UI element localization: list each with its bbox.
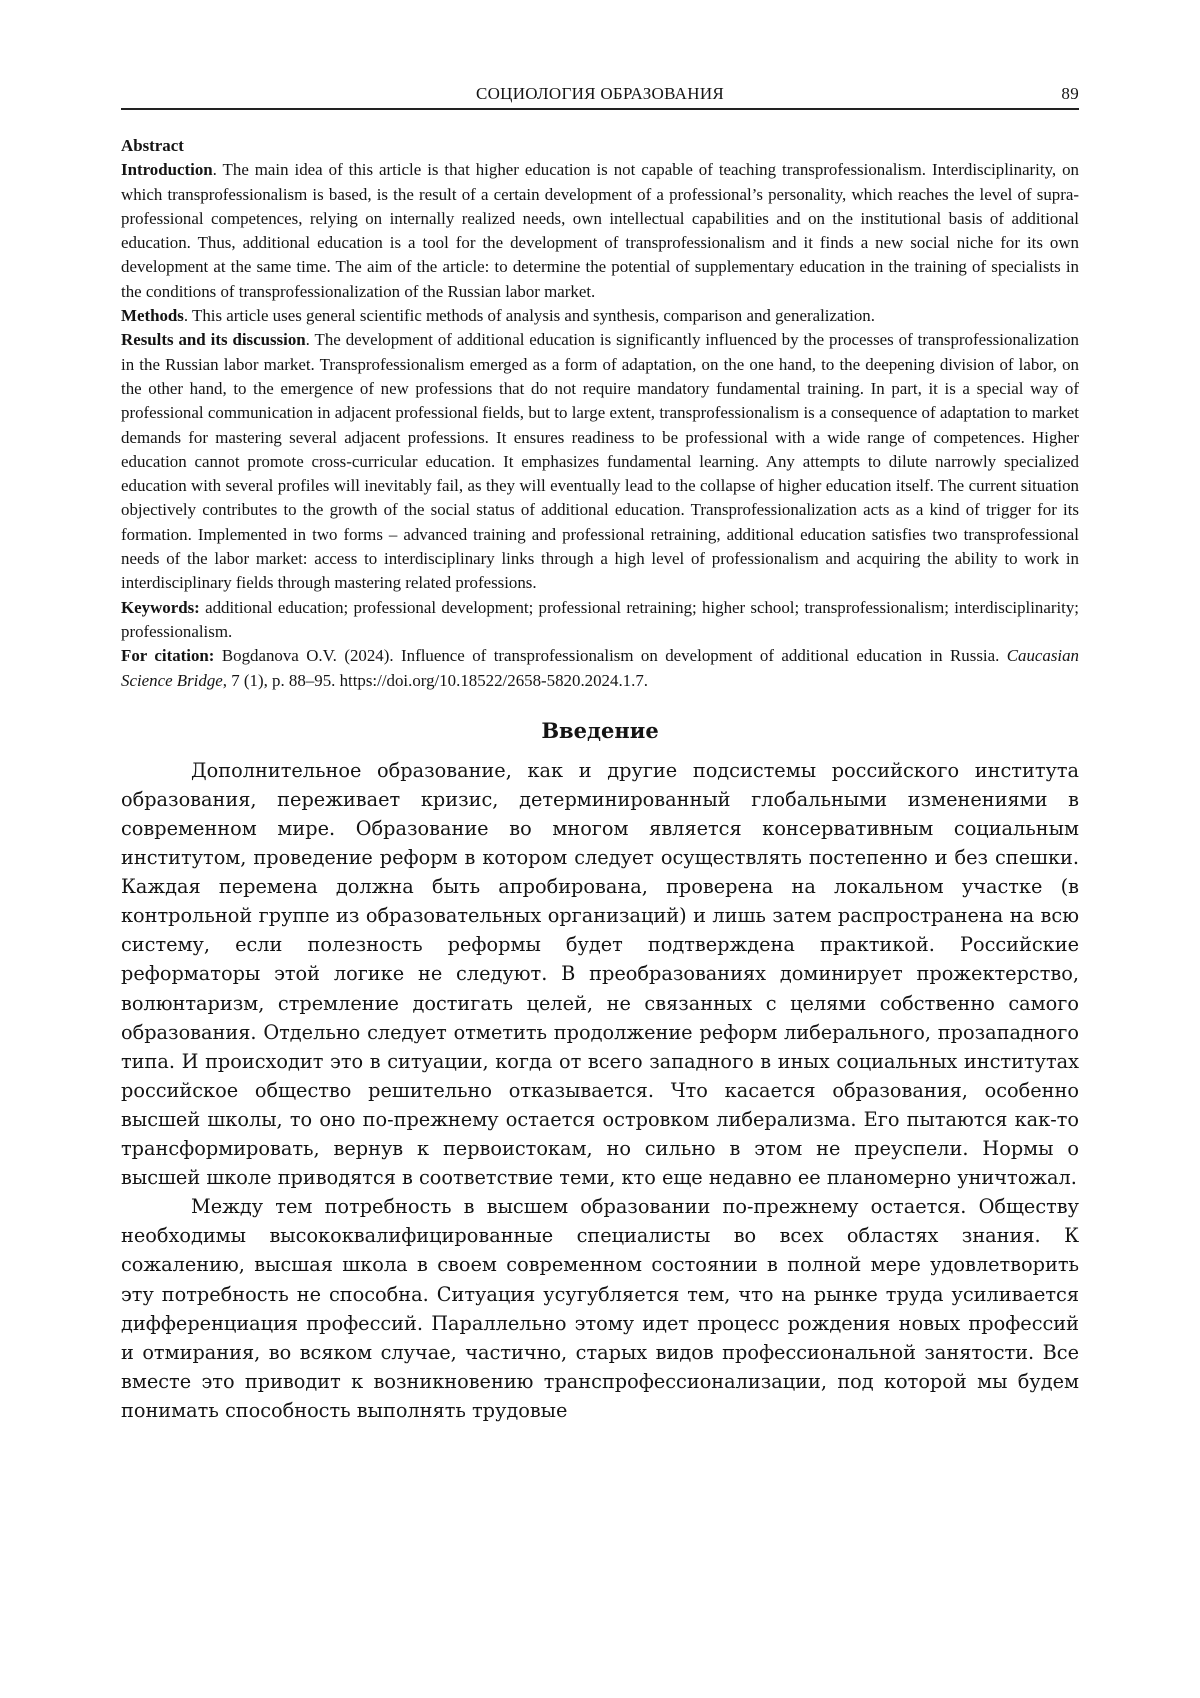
abstract-methods: [121, 304, 1079, 328]
section-heading: Введение: [541, 717, 659, 743]
citation-journal-name: Caucasian Science Bridge: [121, 646, 1079, 690]
abstract-citation: [121, 644, 1079, 693]
results-text: . The development of additional education is significantly influenced by the processes of transprofessionalization in the Russian labor market. Transprofessionalism emerged as a form of adaptation, on the one hand, to the deepening division of labor, on the other hand, to the emergence of new professions that do not require mandatory fundamental training. In part, it is a special way of professional communication in adjacent professional fields, but to large extent, transprofessionalism is a consequence of adaptation to market demands for mastering several adjacent professions. It ensures readiness to be professional with a wide range of competences. Higher education cannot promote cross-curricular education. It emphasizes fundamental learning. Any attempts to dilute narrowly specialized education with several profiles will inevitably fail, as they will eventually lead to the collapse of higher education itself. The current situation objectively contributes to the growth of the social status of additional education. Transprofessionalization acts as a kind of trigger for its formation. Implemented in two forms – advanced training and professional retraining, additional education satisfies two transprofessional needs of the labor market: access to interdisciplinary links through a high level of professionalism and acquiring the ability to work in interdisciplinary fields through mastering related professions.: [121, 330, 1079, 593]
citation-label: For citation:: [121, 646, 215, 666]
methods-label: Methods: [121, 306, 184, 326]
body-text: [121, 756, 1079, 1425]
introduction-text: . The main idea of this article is that higher education is not capable of teaching transprofessionalism. Interdisciplinarity, on which transprofessionalism is based, is the result of a certain development of a professional’s personality, which reaches the level of supra-professional competences, relying on internally realized needs, own intellectual capabilities and on the institutional basis of additional education. Thus, additional education is a tool for the development of transprofessionalism and it finds a new social niche for its own development at the same time. The aim of the article: to determine the potential of supplementary education in the training of specialists in the conditions of transprofessionalization of the Russian labor market.: [121, 160, 1079, 301]
abstract-keywords: [121, 596, 1079, 645]
running-header: [121, 78, 1079, 110]
introduction-label: Introduction: [121, 160, 213, 180]
citation-text: Bogdanova O.V. (2024). Influence of transprofessionalism on development of additional education in Russia.: [214, 646, 1007, 666]
citation-doi: , 7 (1), p. 88–95. https://doi.org/10.18522/2658-5820.2024.1.7.: [222, 670, 649, 690]
methods-text: . This article uses general scientific methods of analysis and synthesis, comparison and generalization.: [183, 306, 875, 326]
abstract-results: [121, 328, 1079, 595]
journal-page: [121, 78, 1079, 1425]
abstract-introduction: [121, 158, 1079, 304]
abstract-block: [121, 134, 1079, 693]
keywords-label: Keywords:: [121, 597, 200, 617]
body-paragraph: Дополнительное образование, как и другие подсистемы российского института образования, переживает кризис, детерминированный глобальными изменениями в современном мире. Образование во многом является консервативным социальным институтом, проведение реформ в котором следует осуществлять постепенно и без спешки. Каждая перемена должна быть апробирована, проверена на локальном участке (в контрольной группе из образовательных организаций) и лишь затем распространена на всю систему, если полезность реформы будет подтверждена практикой. Российские реформаторы этой логике не следуют. В преобразованиях доминирует прожектерство, волюнтаризм, стремление достигать целей, не связанных с целями собственно самого образования. Отдельно следует отметить продолжение реформ либерального, прозападного типа. И происходит это в ситуации, когда от всего западного в иных социальных институтах российское общество решительно отказывается. Что касается образования, особенно высшей школы, то оно по-прежнему остается островком либерализма. Его пытаются как-то трансформировать, вернув к первоистокам, но сильно в этом не преуспели. Нормы о высшей школе приводятся в соответствие теми, кто еще недавно ее планомерно уничтожал.: [121, 758, 1079, 1190]
body-paragraph: Между тем потребность в высшем образовании по-прежнему остается. Обществу необходимы высококвалифицированные специалисты во всех областях знания. К сожалению, высшая школа в своем современном состоянии в полной мере удовлетворить эту потребность не способна. Ситуация усугубляется тем, что на рынке труда усиливается дифференциация профессий. Параллельно этому идет процесс рождения новых профессий и отмирания, во всяком случае, частично, старых видов профессиональной занятости. Все вместе это приводит к возникновению транспрофессионализации, под которой мы будем понимать способность выполнять трудовые: [121, 1195, 1079, 1422]
keywords-text: additional education; professional development; professional retraining; higher school; transprofessionalism; interdisciplinarity; professionalism.: [121, 597, 1079, 641]
abstract-title: Abstract: [121, 136, 184, 155]
page-number: 89: [1061, 84, 1079, 103]
results-label: Results and its discussion: [121, 330, 306, 350]
journal-section-title: СОЦИОЛОГИЯ ОБРАЗОВАНИЯ: [475, 84, 725, 103]
